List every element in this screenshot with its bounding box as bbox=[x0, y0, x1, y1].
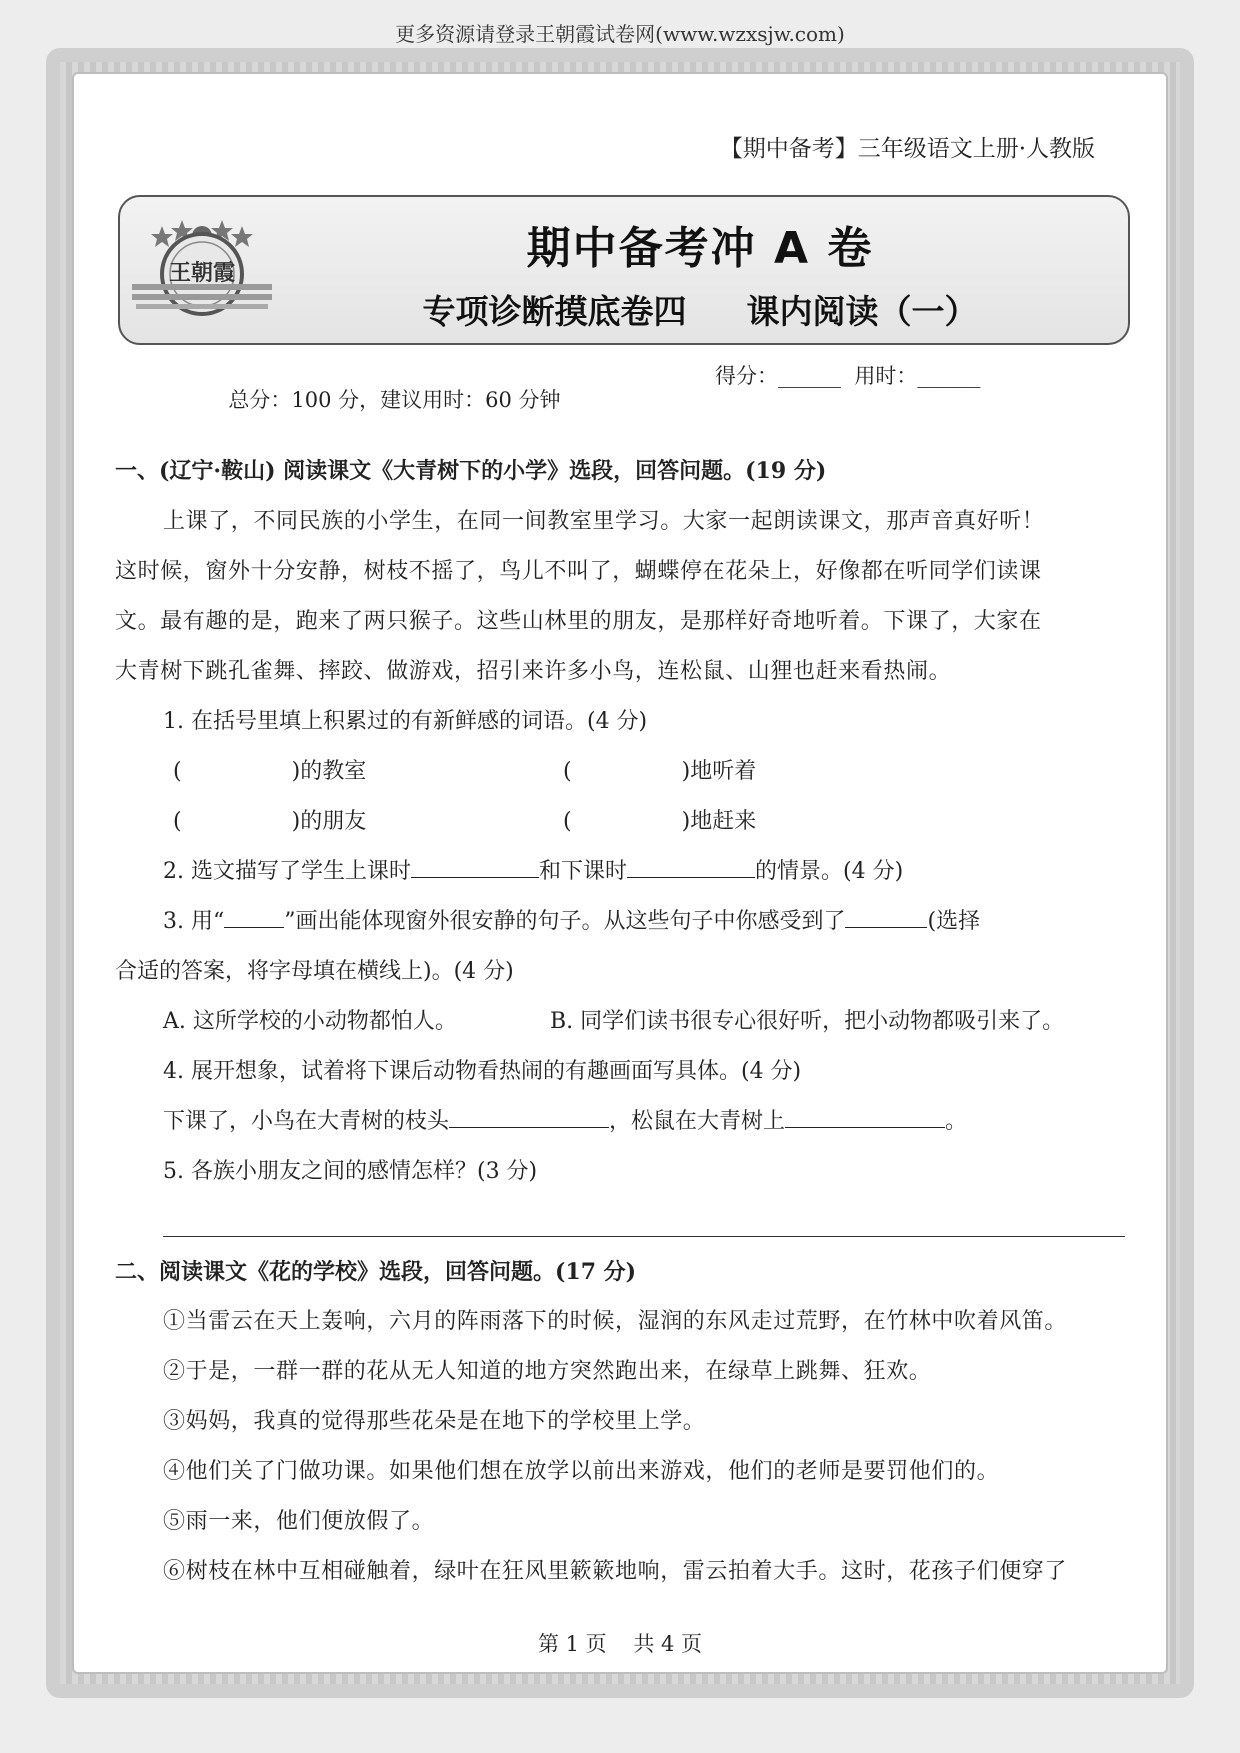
passage-line: 文。最有趣的是，跑来了两只猴子。这些山林里的朋友，是那样好奇地听着。下课了，大家在 bbox=[115, 609, 1042, 634]
subtitle-left: 专项诊断摸底卷四 bbox=[422, 292, 687, 331]
q3-mark-line bbox=[224, 927, 284, 928]
q1-answer-slot[interactable] bbox=[173, 761, 366, 783]
section2-line: ②于是，一群一群的花从无人知道的地方突然跑出来，在绿草上跳舞、狂欢。 bbox=[163, 1359, 932, 1384]
section2-line: ③妈妈，我真的觉得那些花朵是在地下的学校里上学。 bbox=[163, 1409, 706, 1434]
paren-close: ) bbox=[681, 759, 691, 784]
q1-item: 地赶来 bbox=[690, 809, 757, 834]
site-banner: 更多资源请登录王朝霞试卷网(www.wzxsjw.com) bbox=[395, 22, 845, 46]
q5-answer-line[interactable] bbox=[163, 1236, 1125, 1237]
score-fields: 得分：______ 用时：______ bbox=[715, 364, 981, 388]
paren-close: ) bbox=[291, 759, 301, 784]
q1-item: 的朋友 bbox=[300, 809, 367, 834]
passage-line: 大青树下跳孔雀舞、摔跤、做游戏，招引来许多小鸟，连松鼠、山狸也赶来看热闹。 bbox=[115, 659, 952, 684]
section2-line: ④他们关了门做功课。如果他们想在放学以前出来游戏，他们的老师是要罚他们的。 bbox=[163, 1459, 1000, 1484]
wangzhaoxia-seal-logo-icon bbox=[132, 212, 272, 330]
q3-option-b: B. 同学们读书很专心很好听，把小动物都吸引来了。 bbox=[550, 1009, 1065, 1034]
page-title: 期中备考冲 A 卷 bbox=[526, 223, 874, 274]
paren-close: ) bbox=[291, 809, 301, 834]
score-info: 总分：100 分，建议用时：60 分钟 bbox=[228, 388, 561, 412]
q3-text: 3. 用“ bbox=[163, 909, 225, 934]
q1-answer-slot[interactable] bbox=[563, 761, 756, 783]
q2-blank[interactable] bbox=[627, 877, 755, 878]
section2-heading: 二、阅读课文《花的学校》选段，回答问题。(17 分) bbox=[115, 1259, 637, 1285]
question-3 bbox=[163, 911, 980, 933]
q2-text: 2. 选文描写了学生上课时 bbox=[163, 859, 411, 884]
passage-line: 这时候，窗外十分安静，树枝不摇了，鸟儿不叫了，蝴蝶停在花朵上，好像都在听同学们读课 bbox=[115, 559, 1042, 584]
q3-text: ”画出能体现窗外很安静的句子。从这些句子中你感受到了 bbox=[284, 909, 846, 934]
paren-open: ( bbox=[563, 759, 572, 784]
paren-open: ( bbox=[563, 809, 572, 834]
question-3-cont: 合适的答案，将字母填在横线上)。(4 分) bbox=[115, 959, 514, 984]
q4-text: 。 bbox=[945, 1109, 968, 1134]
q3-option-a: A. 这所学校的小动物都怕人。 bbox=[163, 1009, 457, 1034]
section2-line: ⑤雨一来，他们便放假了。 bbox=[163, 1509, 435, 1534]
q2-text: 和下课时 bbox=[538, 859, 627, 884]
q3-text: (选择 bbox=[927, 909, 981, 934]
q4-text: 下课了，小鸟在大青树的枝头 bbox=[163, 1109, 450, 1134]
q1-item: 的教室 bbox=[300, 759, 367, 784]
page-number: 第 1 页 共 4 页 bbox=[537, 1632, 703, 1656]
section2-line: ⑥树枝在林中互相碰触着，绿叶在狂风里簌簌地响，雷云拍着大手。这时，花孩子们便穿了 bbox=[163, 1559, 1068, 1584]
q4-blank[interactable] bbox=[785, 1127, 945, 1128]
paren-open: ( bbox=[173, 809, 182, 834]
q2-blank[interactable] bbox=[411, 877, 539, 878]
section1-heading: 一、(辽宁·鞍山) 阅读课文《大青树下的小学》选段，回答问题。(19 分) bbox=[115, 458, 827, 484]
question-5: 5. 各族小朋友之间的感情怎样？(3 分) bbox=[163, 1159, 538, 1184]
paren-open: ( bbox=[173, 759, 182, 784]
q2-text: 的情景。(4 分) bbox=[755, 859, 904, 884]
subtitle-right: 课内阅读（一） bbox=[746, 292, 978, 331]
q4-blank[interactable] bbox=[449, 1127, 609, 1128]
section2-line: ①当雷云在天上轰响，六月的阵雨落下的时候，湿润的东风走过荒野，在竹林中吹着风笛。 bbox=[163, 1309, 1068, 1334]
logo-text: 王朝霞 bbox=[168, 260, 236, 286]
q1-item: 地听着 bbox=[690, 759, 757, 784]
q4-text: ，松鼠在大青树上 bbox=[609, 1109, 786, 1134]
question-4: 4. 展开想象，试着将下课后动物看热闹的有趣画面写具体。(4 分) bbox=[163, 1059, 802, 1084]
q1-answer-slot[interactable] bbox=[563, 811, 756, 833]
question-1: 1. 在括号里填上积累过的有新鲜感的词语。(4 分) bbox=[163, 709, 648, 734]
score-info-row bbox=[215, 360, 1115, 438]
question-4-prompt bbox=[163, 1111, 967, 1133]
question-2 bbox=[163, 861, 903, 883]
subject-tag: 【期中备考】三年级语文上册·人教版 bbox=[719, 136, 1095, 162]
q3-blank[interactable] bbox=[845, 927, 927, 928]
passage-line: 上课了，不同民族的小学生，在同一间教室里学习。大家一起朗读课文，那声音真好听！ bbox=[163, 509, 1045, 534]
paren-close: ) bbox=[681, 809, 691, 834]
q1-answer-slot[interactable] bbox=[173, 811, 366, 833]
page-subtitle bbox=[300, 286, 1100, 333]
